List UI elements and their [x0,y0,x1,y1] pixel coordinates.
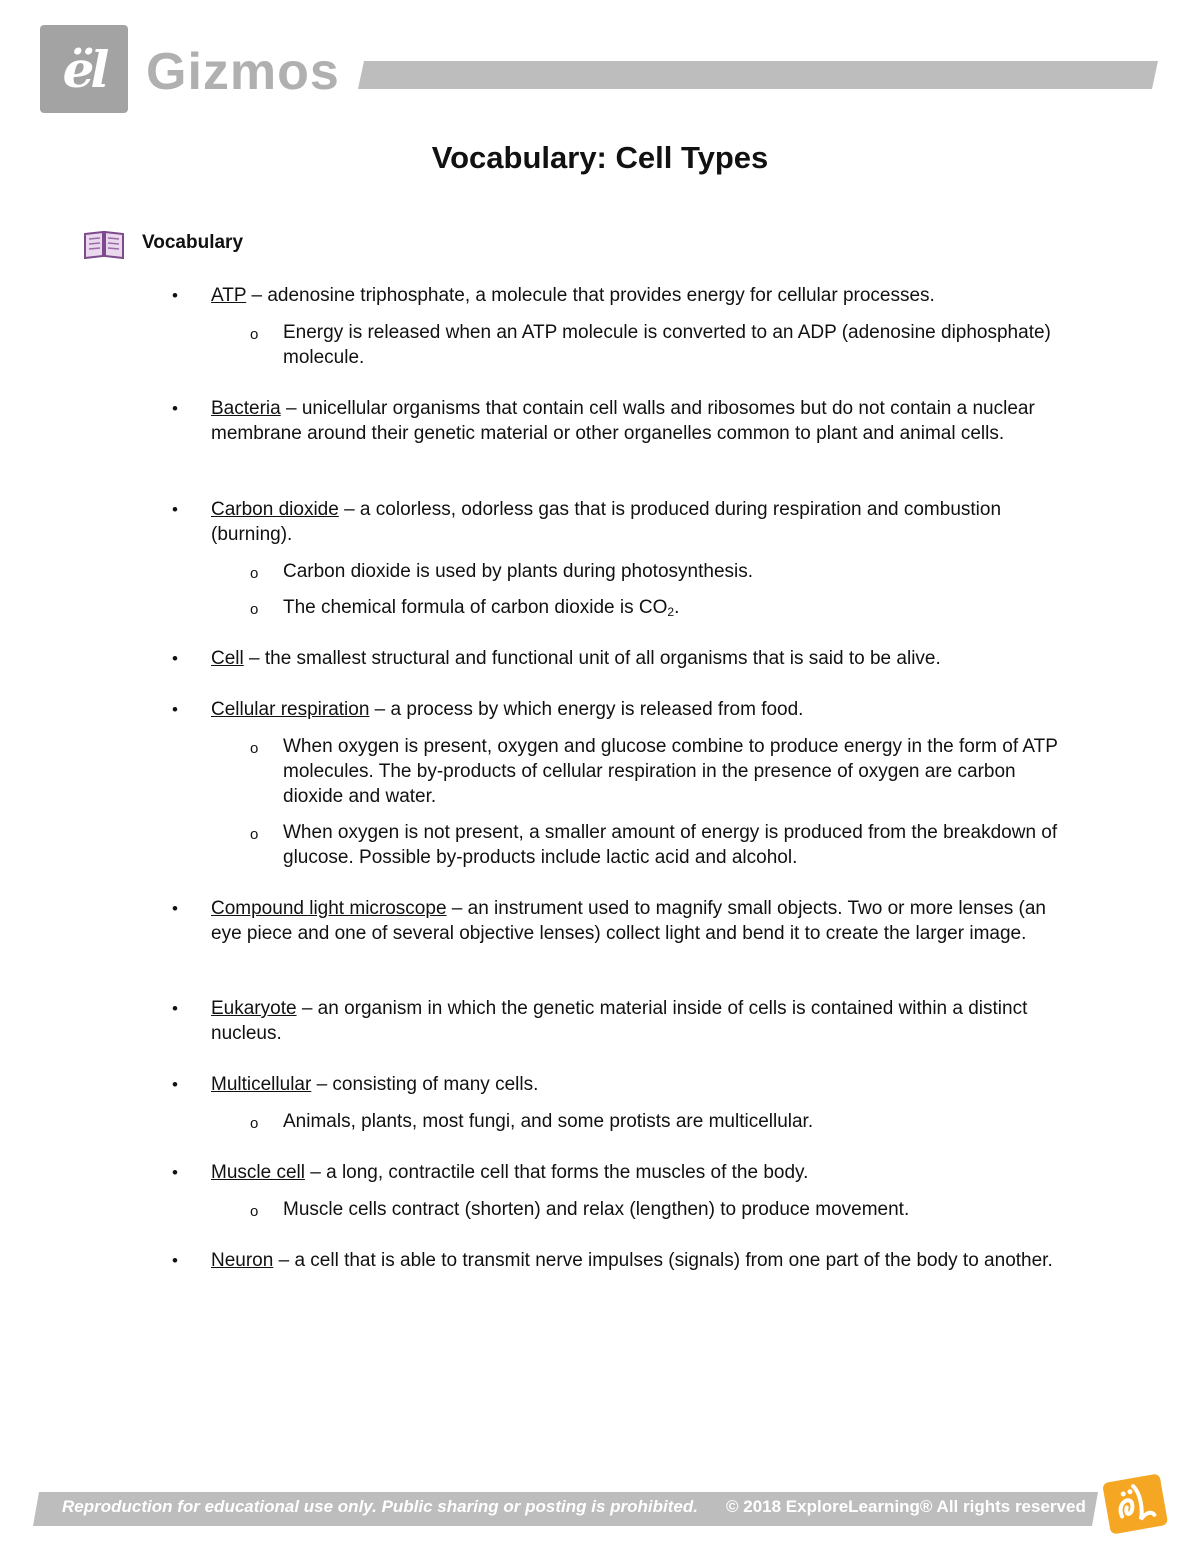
brand-name: Gizmos [146,43,340,101]
term-definition: – a colorless, odorless gas that is produced during respiration and combustion (burning). [211,499,1002,545]
bullet: • [172,399,178,418]
sub-text: Animals, plants, most fungi, and some protists are multicellular. [283,1111,814,1132]
sub-item [250,1109,1073,1134]
sub-bullet: o [250,601,259,618]
sub-bullet: o [250,565,259,582]
term-definition: – consisting of many cells. [311,1074,539,1095]
bullet: • [172,999,178,1018]
bullet: • [172,1163,178,1182]
term-name: Carbon dioxide [211,499,339,520]
sub-item [250,320,1073,370]
sub-item [250,820,1073,870]
term-name: Multicellular [211,1074,312,1095]
sub-text: Muscle cells contract (shorten) and relax (lengthen) to produce movement. [283,1199,910,1220]
bullet: • [172,500,178,519]
term-name: Neuron [211,1250,274,1271]
sub-text: When oxygen is present, oxygen and glucose combine to produce energy in the form of ATP molecules. The by-products of cellular respiration in the presence of oxygen are carbon dioxide and water. [283,736,1058,807]
term-definition: – a cell that is able to transmit nerve impulses (signals) from one part of the body to another. [273,1250,1053,1271]
formula-end: . [674,597,680,618]
sub-bullet: o [250,1115,259,1132]
bullet: • [172,1251,178,1270]
sub-item [250,559,1073,584]
list-item [172,497,1071,547]
logo-mark: ël [62,39,106,99]
header-bar [358,61,1158,89]
term-name: Cellular respiration [211,699,370,720]
sub-bullet: o [250,740,259,757]
sub-item [250,1197,1073,1222]
bullet: • [172,649,178,668]
explorelearning-footer-logo [1098,1470,1172,1536]
term-name: ATP [211,285,247,306]
term-definition: – a process by which energy is released from food. [369,699,804,720]
list-item [172,697,1071,722]
sub-text: Energy is released when an ATP molecule is converted to an ADP (adenosine diphosphate) molecule. [283,322,1051,368]
section-heading: Vocabulary [142,232,244,253]
footer-notice: Reproduction for educational use only. Public sharing or posting is prohibited. [62,1497,698,1516]
bullet: • [172,899,178,918]
term-definition: – an instrument used to magnify small objects. Two or more lenses (an eye piece and one of several objective lenses) collect light and bend it to create the larger image. [211,898,1046,944]
page-title: Vocabulary: Cell Types [431,140,769,175]
term-definition: – an organism in which the genetic material inside of cells is contained within a distinct nucleus. [211,998,1028,1044]
sub-text: Carbon dioxide is used by plants during photosynthesis. [283,561,754,582]
term-definition: – unicellular organisms that contain cell walls and ribosomes but do not contain a nuclear membrane around their genetic material or other organelles common to plant and animal cells. [211,398,1035,444]
list-item [172,396,1071,446]
book-icon [82,228,126,260]
term-name: Compound light microscope [211,898,447,919]
explorelearning-logo [40,25,128,113]
sub-item [250,734,1073,809]
term-name: Bacteria [211,398,281,419]
bullet: • [172,1075,178,1094]
term-name: Muscle cell [211,1162,305,1183]
term-definition: – adenosine triphosphate, a molecule that provides energy for cellular processes. [246,285,935,306]
footer-copyright: © 2018 ExploreLearning® All rights reserved [726,1497,1086,1516]
sub-bullet: o [250,826,259,843]
bullet: • [172,286,178,305]
term-name: Eukaryote [211,998,297,1019]
term-definition: – the smallest structural and functional unit of all organisms that is said to be alive. [243,648,941,669]
bullet: • [172,700,178,719]
sub-item [250,595,1073,620]
term-definition: – a long, contractile cell that forms the muscles of the body. [304,1162,809,1183]
term-name: Cell [211,648,244,669]
list-item [172,996,1071,1046]
list-item [172,283,1071,308]
list-item [172,896,1071,946]
sub-bullet: o [250,1203,259,1220]
formula-subscript: 2 [667,605,675,619]
sub-bullet: o [250,326,259,343]
list-item [172,1072,1071,1097]
list-item [172,1160,1071,1185]
sub-text: When oxygen is not present, a smaller amount of energy is produced from the breakdown of glucose. Possible by-products include lactic acid and alcohol. [283,822,1058,868]
sub-text: The chemical formula of carbon dioxide is CO [283,597,668,618]
list-item [172,646,1071,671]
list-item [172,1248,1071,1273]
